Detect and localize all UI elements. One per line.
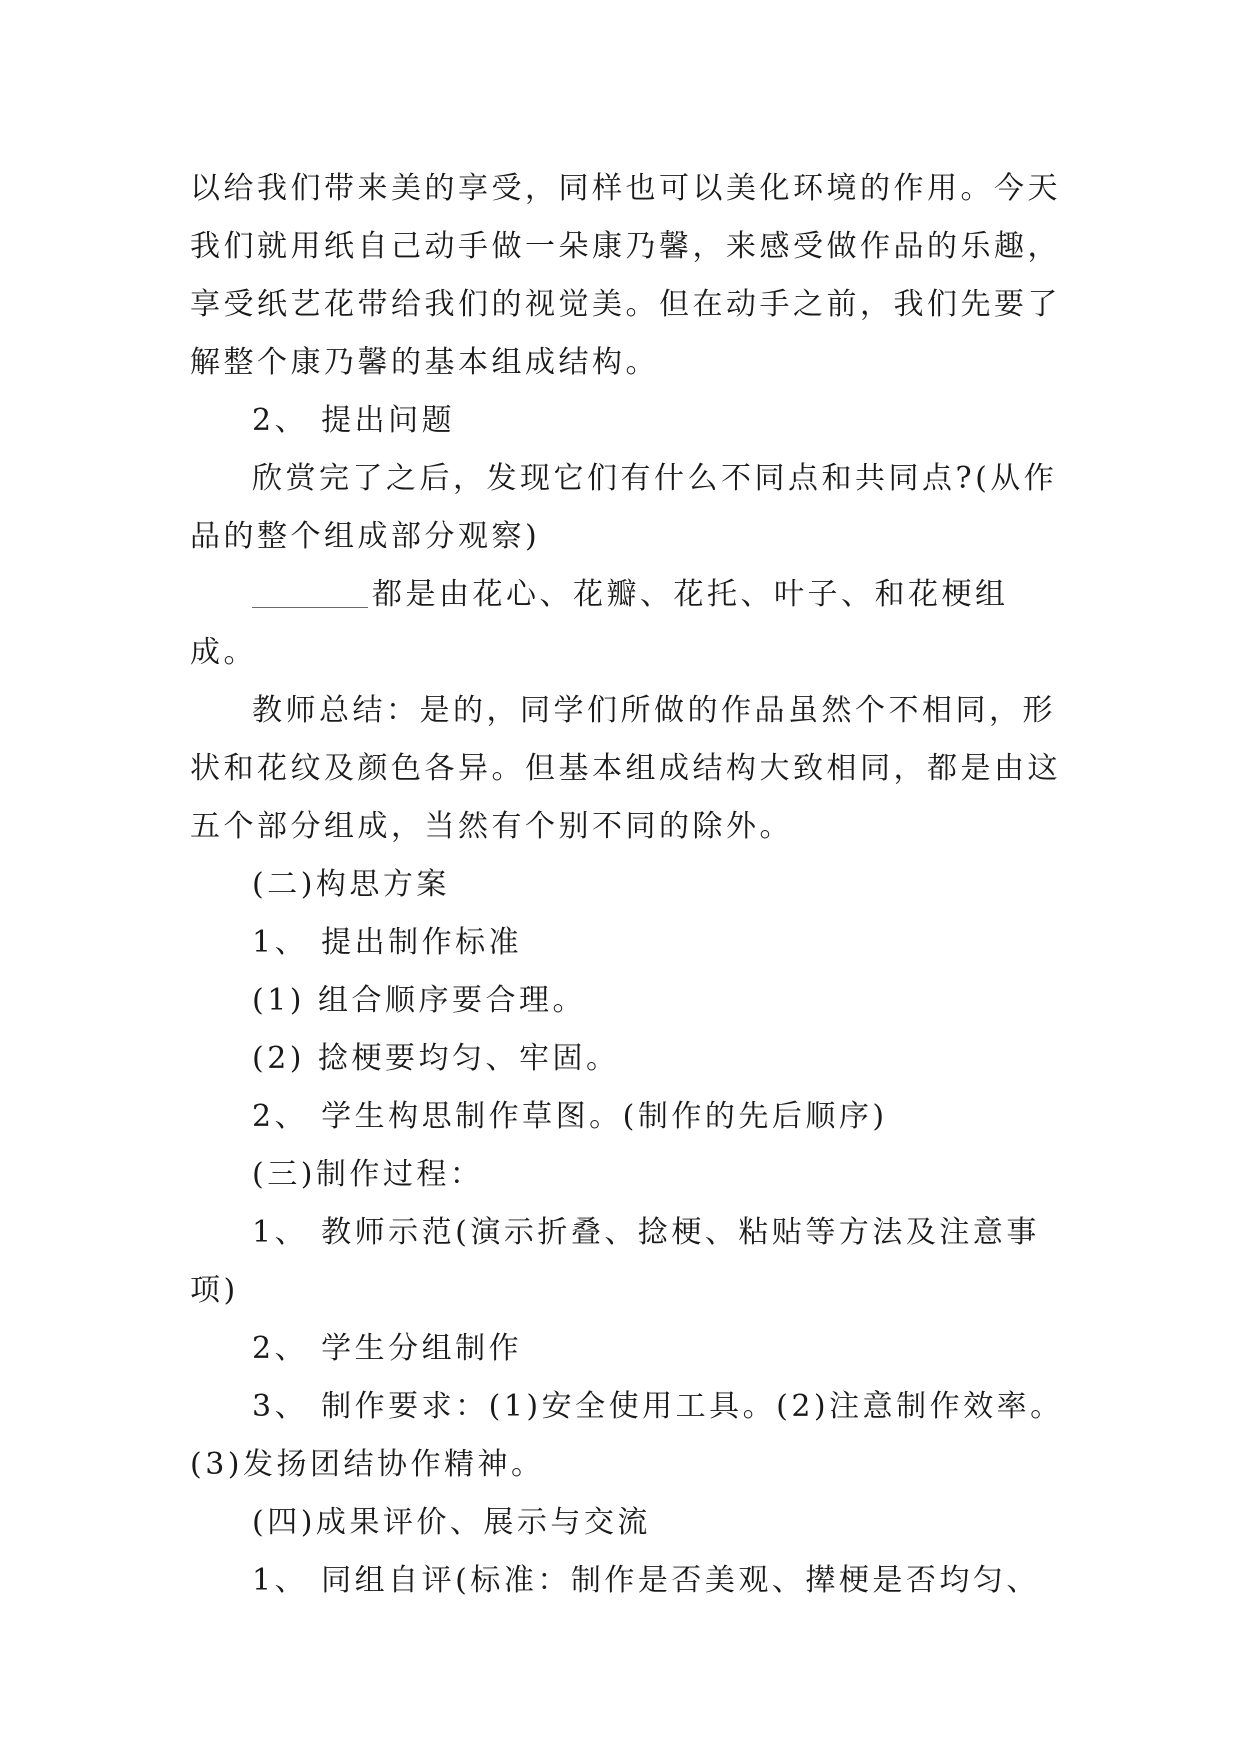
list-item-standard-2: (2) 捻梗要均匀、牢固。 [252,1041,620,1076]
list-item-self-eval: 1、 同组自评(标准：制作是否美观、撵梗是否均匀、 [252,1563,1040,1598]
fill-in-blank [252,577,368,608]
heading-standards: 1、 提出制作标准 [252,925,523,960]
list-item-sketch: 2、 学生构思制作草图。(制作的先后顺序) [252,1099,888,1134]
paragraph-answer-blank [190,566,1065,682]
answer-text: 都是由花心、花瓣、花托、叶子、和花梗组成。 [190,577,1009,670]
list-item-group-work: 2、 学生分组制作 [252,1331,523,1366]
list-item-standard-1: (1) 组合顺序要合理。 [252,983,587,1018]
paragraph-question: 欣赏完了之后，发现它们有什么不同点和共同点?(从作品的整个组成部分观察) [190,461,1058,554]
heading-production-process: (三)制作过程： [252,1157,484,1192]
heading-design-plan: (二)构思方案 [252,867,450,902]
heading-raise-question: 2、 提出问题 [252,403,456,438]
heading-evaluation: (四)成果评价、展示与交流 [252,1505,651,1540]
paragraph-teacher-summary: 教师总结：是的，同学们所做的作品虽然个不相同，形状和花纹及颜色各异。但基本组成结构大致相同，都是由这五个部分组成，当然有个别不同的除外。 [190,693,1061,844]
document-body [190,160,1065,1610]
list-item-requirements: 3、 制作要求：(1)安全使用工具。(2)注意制作效率。(3)发扬团结协作精神。 [190,1389,1064,1482]
list-item-demo: 1、 教师示范(演示折叠、捻梗、粘贴等方法及注意事项) [190,1215,1040,1308]
paragraph-intro: 以给我们带来美的享受，同样也可以美化环境的作用。今天我们就用纸自己动手做一朵康乃馨，来感受做作品的乐趣，享受纸艺花带给我们的视觉美。但在动手之前，我们先要了解整个康乃馨的基本组成结构。 [190,171,1061,380]
